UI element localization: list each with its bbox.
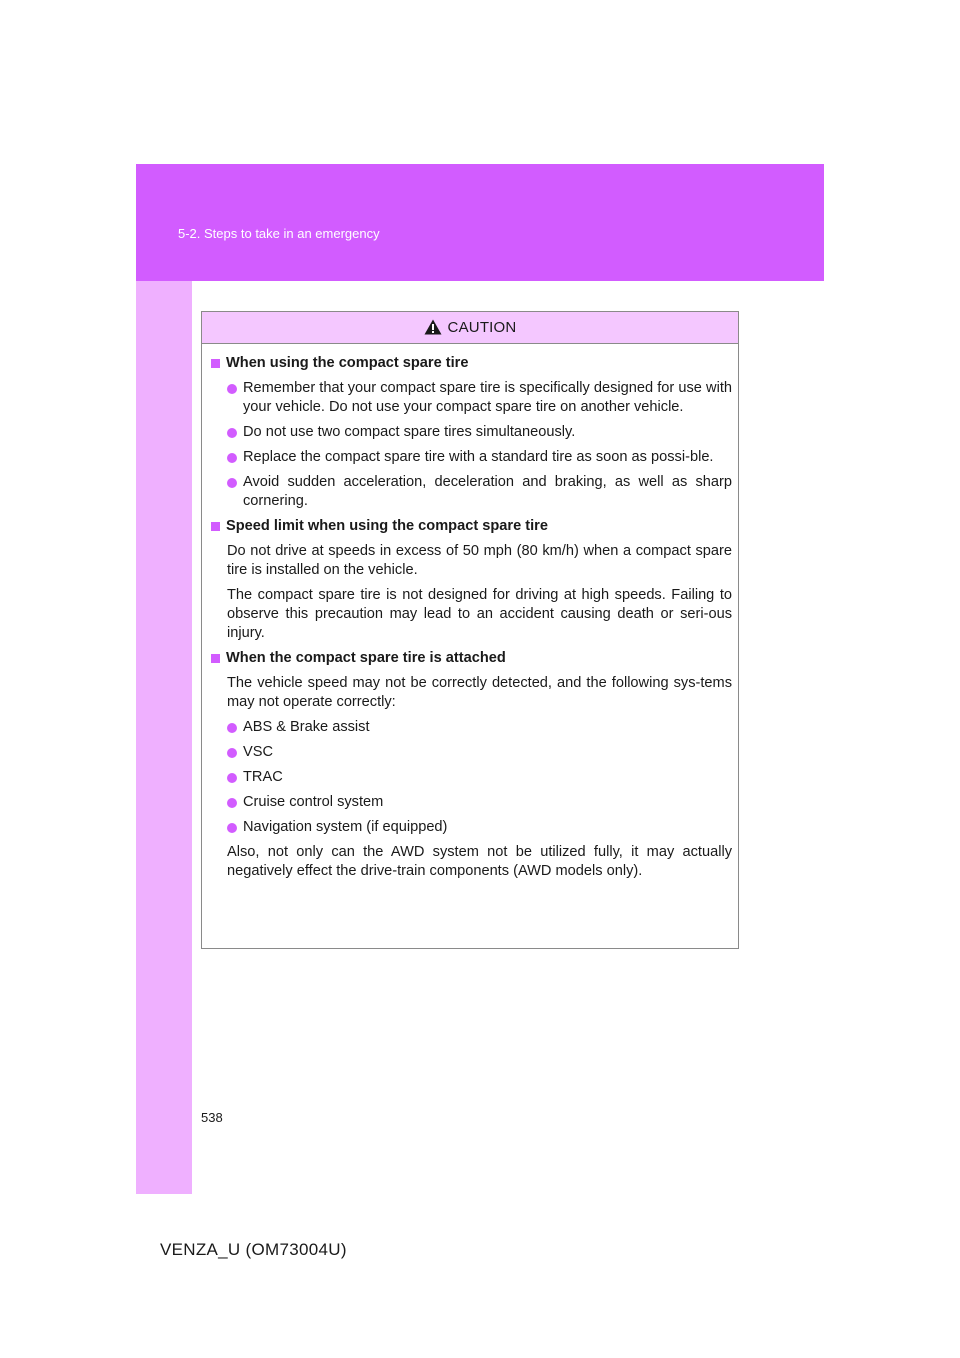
- square-bullet-icon: [211, 522, 220, 531]
- paragraph: Also, not only can the AWD system not be utilized fully, it may actually negatively effect the drive-train components (AWD models only).: [227, 844, 732, 879]
- header-band: [136, 164, 824, 281]
- round-bullet-icon: [227, 723, 237, 733]
- list-item: Cruise control system: [210, 793, 732, 812]
- caution-box: [201, 311, 739, 949]
- section-title: 5-2. Steps to take in an emergency: [178, 226, 380, 241]
- round-bullet-icon: [227, 384, 237, 394]
- round-bullet-icon: [227, 748, 237, 758]
- square-bullet-icon: [211, 654, 220, 663]
- page-number: 538: [201, 1110, 223, 1125]
- list-item: TRAC: [210, 768, 732, 787]
- round-bullet-icon: [227, 478, 237, 488]
- section-heading: Speed limit when using the compact spare tire: [210, 517, 732, 536]
- footer-code: VENZA_U (OM73004U): [160, 1240, 347, 1259]
- section-heading: When using the compact spare tire: [210, 354, 732, 373]
- round-bullet-icon: [227, 453, 237, 463]
- round-bullet-icon: [227, 428, 237, 438]
- square-bullet-icon: [211, 359, 220, 368]
- round-bullet-icon: [227, 823, 237, 833]
- list-item: VSC: [210, 743, 732, 762]
- round-bullet-icon: [227, 798, 237, 808]
- list-item: Avoid sudden acceleration, deceleration and braking, as well as sharp cornering.: [210, 473, 732, 511]
- caution-header: [202, 312, 738, 344]
- side-strip: [136, 281, 192, 1194]
- round-bullet-icon: [227, 773, 237, 783]
- caution-body: [202, 344, 738, 881]
- caution-title: CAUTION: [447, 319, 517, 336]
- list-item: Do not use two compact spare tires simultaneously.: [210, 423, 732, 442]
- paragraph: The compact spare tire is not designed for driving at high speeds. Failing to observe this precaution may lead to an accident causing death or seri-ous injury.: [227, 587, 732, 641]
- section-heading: When the compact spare tire is attached: [210, 649, 732, 668]
- warning-triangle-icon: [424, 319, 442, 335]
- list-item: ABS & Brake assist: [210, 718, 732, 737]
- list-item: Replace the compact spare tire with a standard tire as soon as possi-ble.: [210, 448, 732, 467]
- paragraph: Do not drive at speeds in excess of 50 mph (80 km/h) when a compact spare tire is installed on the vehicle.: [227, 543, 732, 578]
- list-item: Navigation system (if equipped): [210, 818, 732, 837]
- list-item: Remember that your compact spare tire is specifically designed for use with your vehicle. Do not use your compact spare tire on another vehicle.: [210, 379, 732, 417]
- paragraph: The vehicle speed may not be correctly detected, and the following sys-tems may not operate correctly:: [227, 675, 732, 710]
